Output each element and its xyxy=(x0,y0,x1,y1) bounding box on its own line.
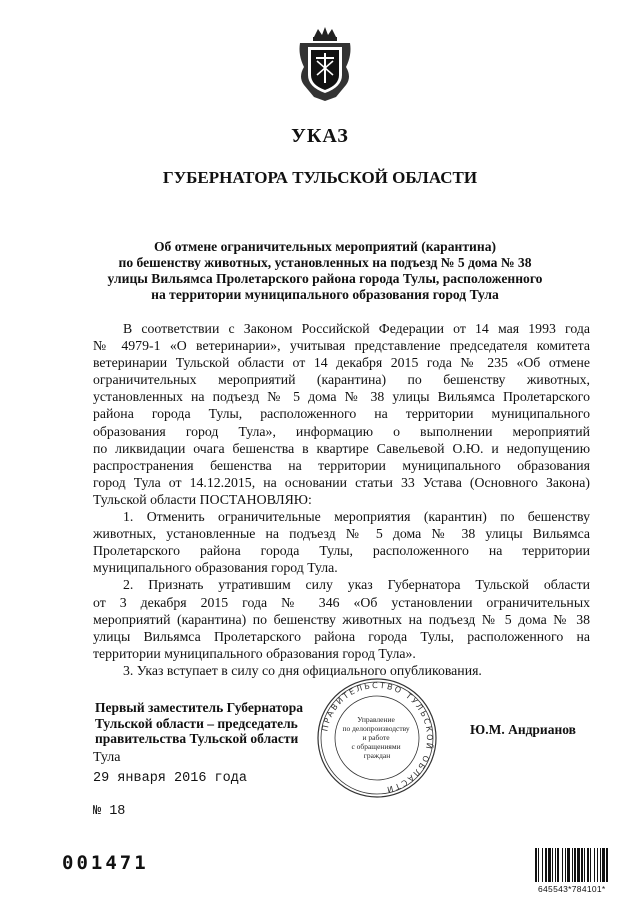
stamp-center-line: и работе xyxy=(362,733,390,742)
coat-of-arms-icon xyxy=(294,25,356,103)
barcode-icon xyxy=(534,848,626,886)
body-line: мероприятий (карантина) по бешенству животных на подъезд № 5 дома № 38 xyxy=(93,611,590,627)
body-line: ветеринарии Тульской области от 14 декабря 2015 года № 235 «Об отмене xyxy=(93,355,590,371)
subject-line: по бешенству животных, установленных на подъезд № 5 дома № 38 xyxy=(118,255,532,270)
body-line: ограничительных мероприятий (карантина) по бешенству животных, xyxy=(93,372,590,388)
body-line: установленных на подъезд № 5 дома № 38 улицы Вильямса Пролетарского xyxy=(93,389,590,405)
body-line: распространения бешенства на территории муниципального образования xyxy=(93,457,590,473)
stamp-center-line: по делопроизводству xyxy=(342,724,410,733)
body-line: Пролетарского района города Тулы, расположенного на территории xyxy=(93,543,590,559)
document-title: УКАЗ xyxy=(291,125,349,147)
form-serial-number: 001471 xyxy=(62,852,149,874)
body-line: Тульской области ПОСТАНОВЛЯЮ: xyxy=(93,491,312,507)
position-line: Тульской области – председатель xyxy=(95,715,298,731)
body-line: 1. Отменить ограничительные мероприятия (карантин) по бешенству xyxy=(123,509,590,525)
position-line: правительства Тульской области xyxy=(95,731,299,746)
decree-subject xyxy=(90,239,560,303)
body-line: город Тула от 14.12.2015, на основании статьи 33 Устава (Основного Закона) xyxy=(93,474,590,490)
subject-line: на территории муниципального образования город Тула xyxy=(151,287,499,302)
svg-text:Управление по делопроизв xyxy=(342,715,411,760)
official-stamp xyxy=(315,676,439,800)
body-line: территории муниципального образования город Тула». xyxy=(93,645,416,661)
issuer-title: ГУБЕРНАТОРА ТУЛЬСКОЙ ОБЛАСТИ xyxy=(162,168,478,187)
stamp-center-line: Управление xyxy=(357,715,395,724)
subject-line: улицы Вильямса Пролетарского района города Тулы, расположенного xyxy=(107,271,543,286)
body-line: 2. Признать утратившим силу указ Губернатора Тульской области xyxy=(123,577,590,593)
body-line: улицы Вильямса Пролетарского района города Тулы, расположенного на xyxy=(93,628,590,644)
body-line: животных, установленные на подъезд № 5 дома № 38 улицы Вильямса xyxy=(93,526,590,542)
barcode-number: 645543*784101* xyxy=(538,884,606,894)
decree-date: 29 января 2016 года xyxy=(93,771,247,786)
stamp-center-line: с обращениями xyxy=(351,742,401,751)
body-line: № 4979-1 «О ветеринарии», учитывая представление председателя комитета xyxy=(93,338,590,354)
body-line: муниципального образования город Тула. xyxy=(93,560,338,576)
decree-number: № 18 xyxy=(93,804,126,819)
decree-body xyxy=(93,320,590,679)
body-line: 3. Указ вступает в силу со дня официального опубликования. xyxy=(123,662,482,678)
position-line: Первый заместитель Губернатора xyxy=(95,700,303,715)
stamp-ring-text: ПРАВИТЕЛЬСТВО ТУЛЬСКОЙ ОБЛАСТИ xyxy=(320,680,435,795)
body-line: района города Тулы, расположенного на территории муниципального xyxy=(93,406,590,422)
place-of-signing: Тула xyxy=(93,750,121,765)
signatory-name: Ю.М. Андрианов xyxy=(470,722,576,737)
body-line: В соответствии с Законом Российской Федерации от 14 мая 1993 года xyxy=(123,321,590,336)
body-line: по ликвидации очага бешенства в квартире Савельевой О.Ю. и недопущению xyxy=(93,440,590,456)
stamp-center-line: граждан xyxy=(363,751,391,760)
body-line: от 3 декабря 2015 года № 346 «Об установлении ограничительных xyxy=(93,594,590,610)
body-line: образования город Тула», информацию о выполнении мероприятий xyxy=(93,423,590,439)
subject-line: Об отмене ограничительных мероприятий (карантина) xyxy=(153,239,497,254)
signatory-position xyxy=(95,700,303,747)
